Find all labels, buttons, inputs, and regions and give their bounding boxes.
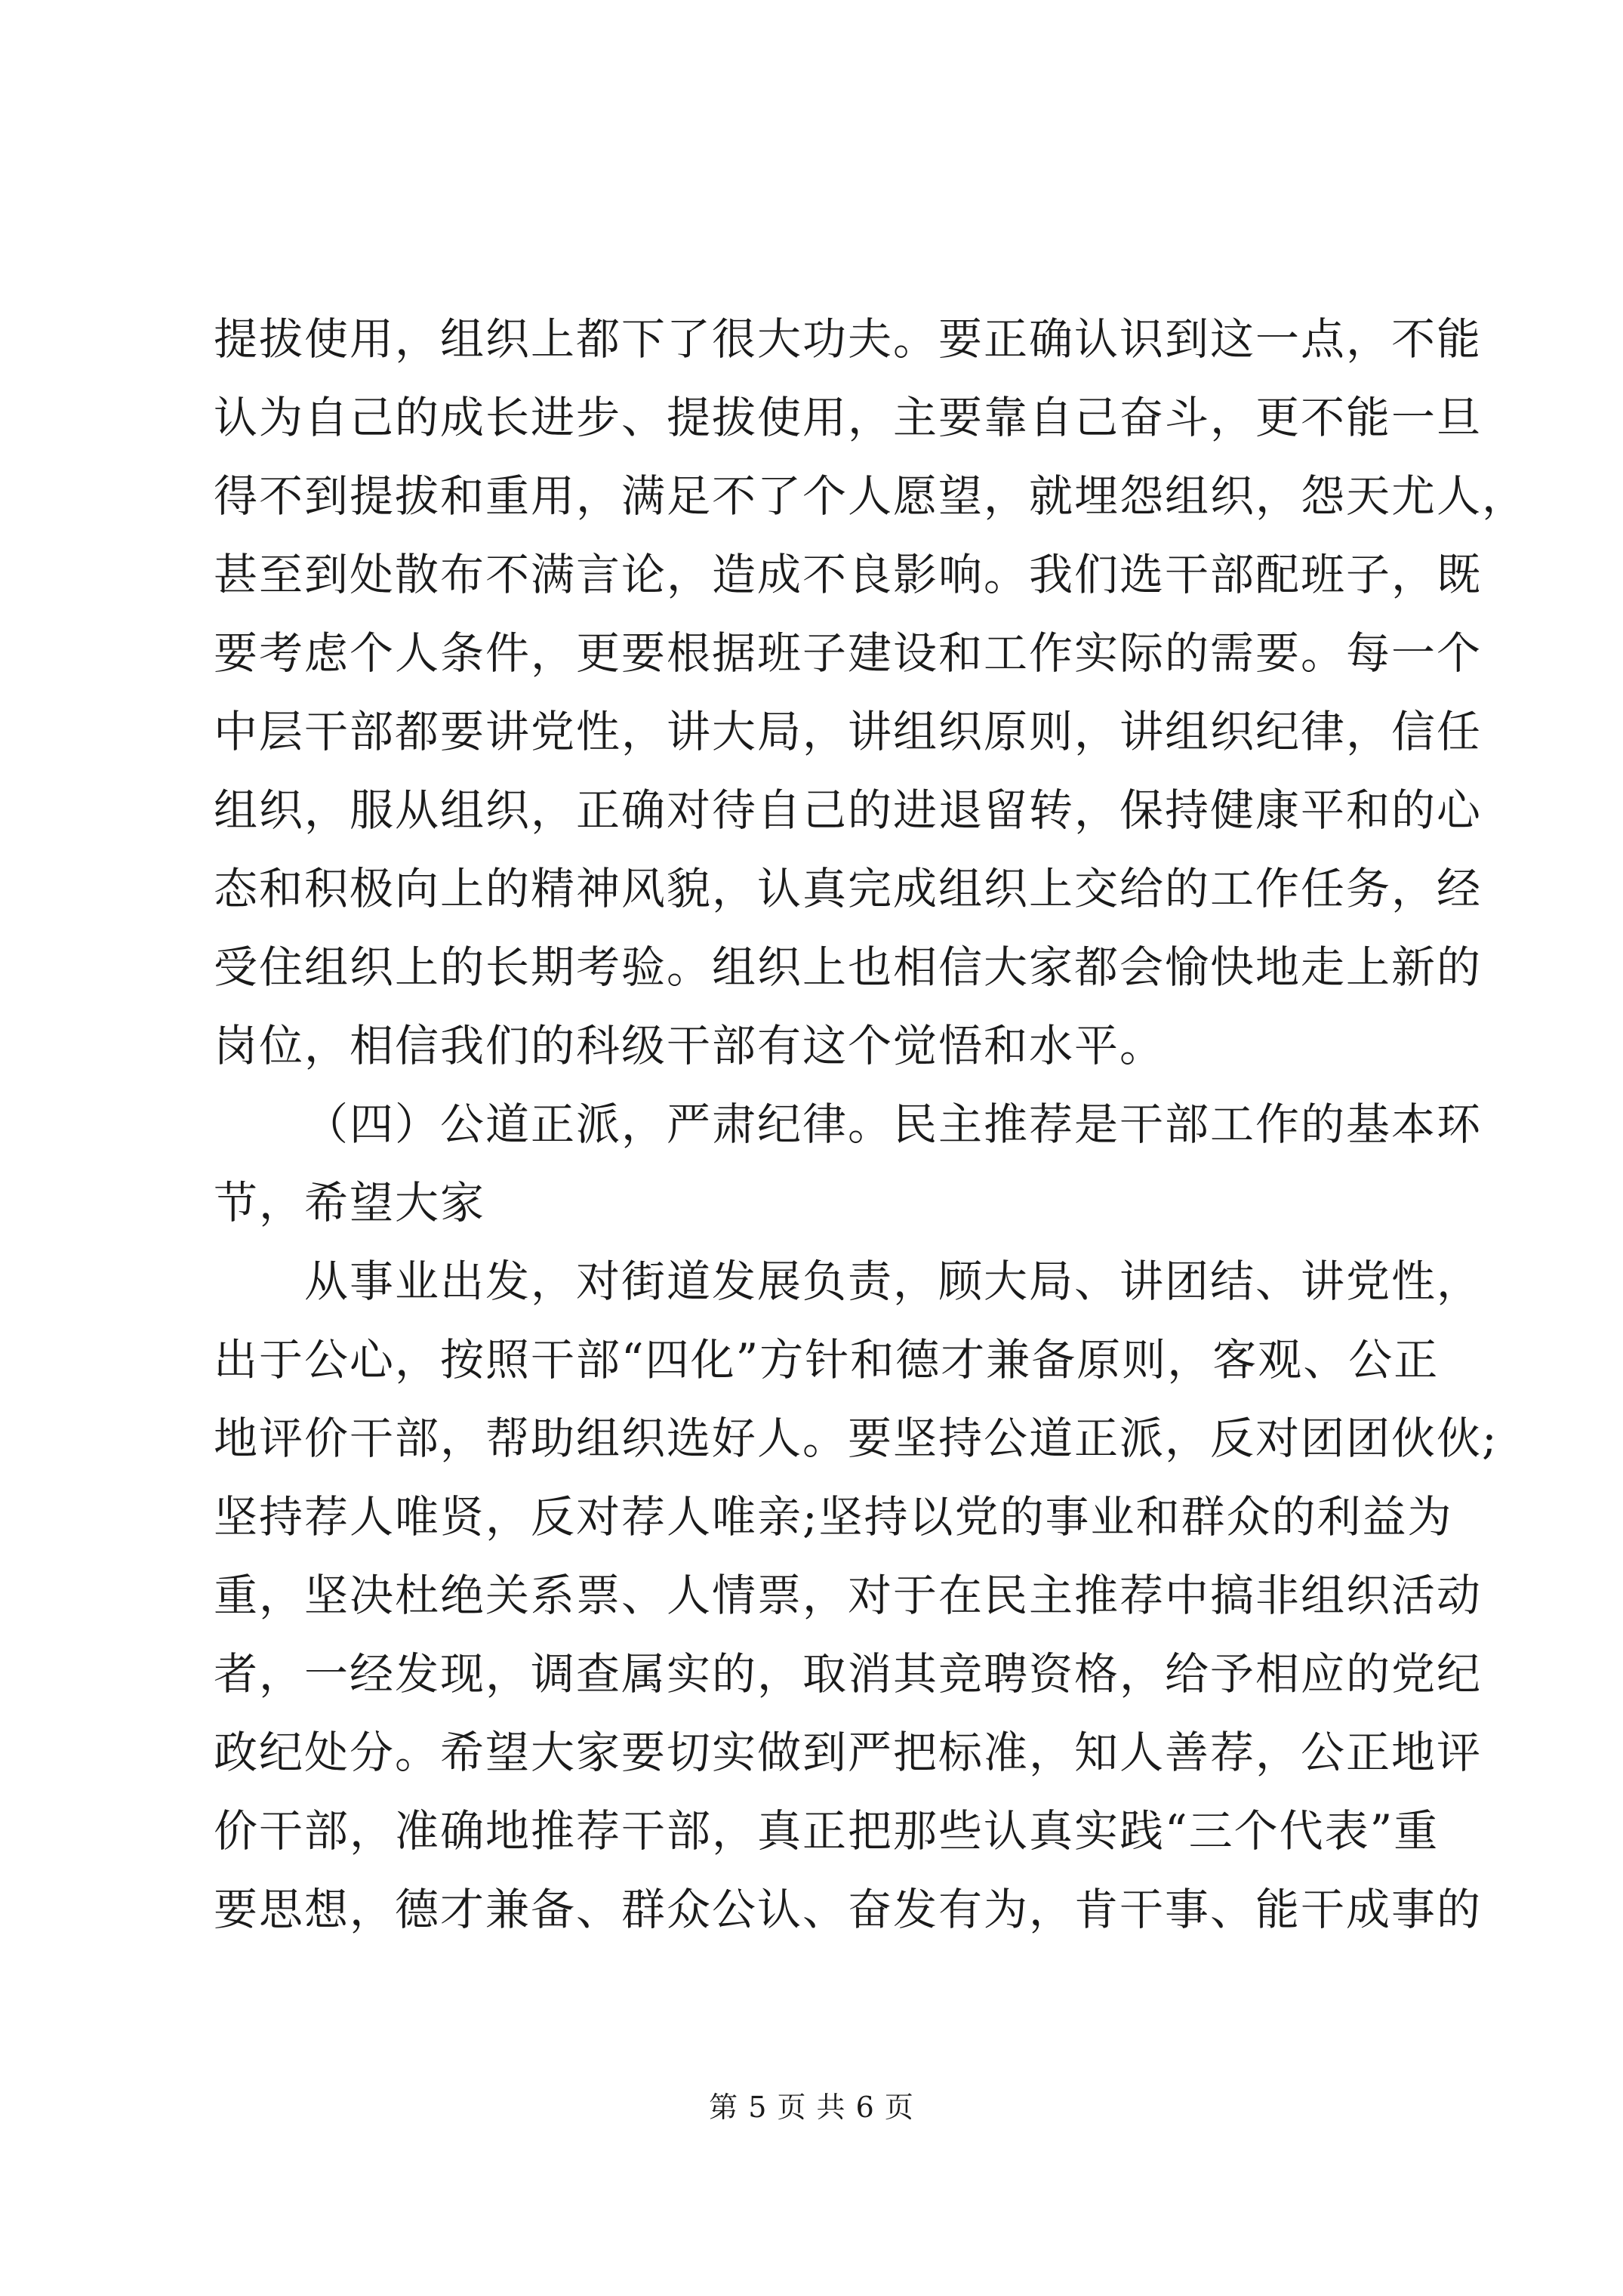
page-number-footer: 第 5 页 共 6 页 [709,2091,914,2124]
section-heading-line: （四）公道正派，严肃纪律。民主推荐是干部工作的基本环 [304,1099,1483,1150]
text-line: 节，希望大家 [214,1177,486,1228]
text-line: 认为自己的成长进步、提拔使用，主要靠自己奋斗，更不能一旦 [214,392,1483,443]
text-line: 受住组织上的长期考验。组织上也相信大家都会愉快地走上新的 [214,942,1483,993]
text-line: 出于公心，按照干部“四化”方针和德才兼备原则，客观、公正 [214,1334,1440,1385]
text-line: 重，坚决杜绝关系票、人情票，对于在民主推荐中搞非组织活动 [214,1570,1483,1621]
text-line: 价干部，准确地推荐干部，真正把那些认真实践“三个代表”重 [214,1805,1440,1857]
text-line: 组织，服从组织，正确对待自己的进退留转，保持健康平和的心 [214,784,1483,836]
text-line: 坚持荐人唯贤，反对荐人唯亲;坚持以党的事业和群众的利益为 [214,1491,1453,1542]
text-line: 地评价干部，帮助组织选好人。要坚持公道正派，反对团团伙伙; [214,1413,1498,1464]
text-line: 者，一经发现，调查属实的，取消其竞聘资格，给予相应的党纪 [214,1648,1483,1700]
text-line: 提拔使用，组织上都下了很大功夫。要正确认识到这一点，不能 [214,313,1483,365]
document-body [214,300,1528,1949]
text-line: 要思想，德才兼备、群众公认、奋发有为，肯干事、能干成事的 [214,1884,1483,1935]
text-line: 甚至到处散布不满言论，造成不良影响。我们选干部配班子，既 [214,549,1483,600]
text-line: 岗位，相信我们的科级干部有这个觉悟和水平。 [214,1020,1166,1071]
paragraph-start-line: 从事业出发，对街道发展负责，顾大局、讲团结、讲党性， [304,1256,1483,1307]
text-line: 得不到提拔和重用，满足不了个人愿望，就埋怨组织，怨天尤人， [214,470,1528,522]
text-line: 中层干部都要讲党性，讲大局，讲组织原则，讲组织纪律，信任 [214,706,1483,757]
text-line: 要考虑个人条件，更要根据班子建设和工作实际的需要。每一个 [214,627,1483,679]
text-line: 态和积极向上的精神风貌，认真完成组织上交给的工作任务，经 [214,863,1483,914]
text-line: 政纪处分。希望大家要切实做到严把标准，知人善荐，公正地评 [214,1727,1483,1778]
